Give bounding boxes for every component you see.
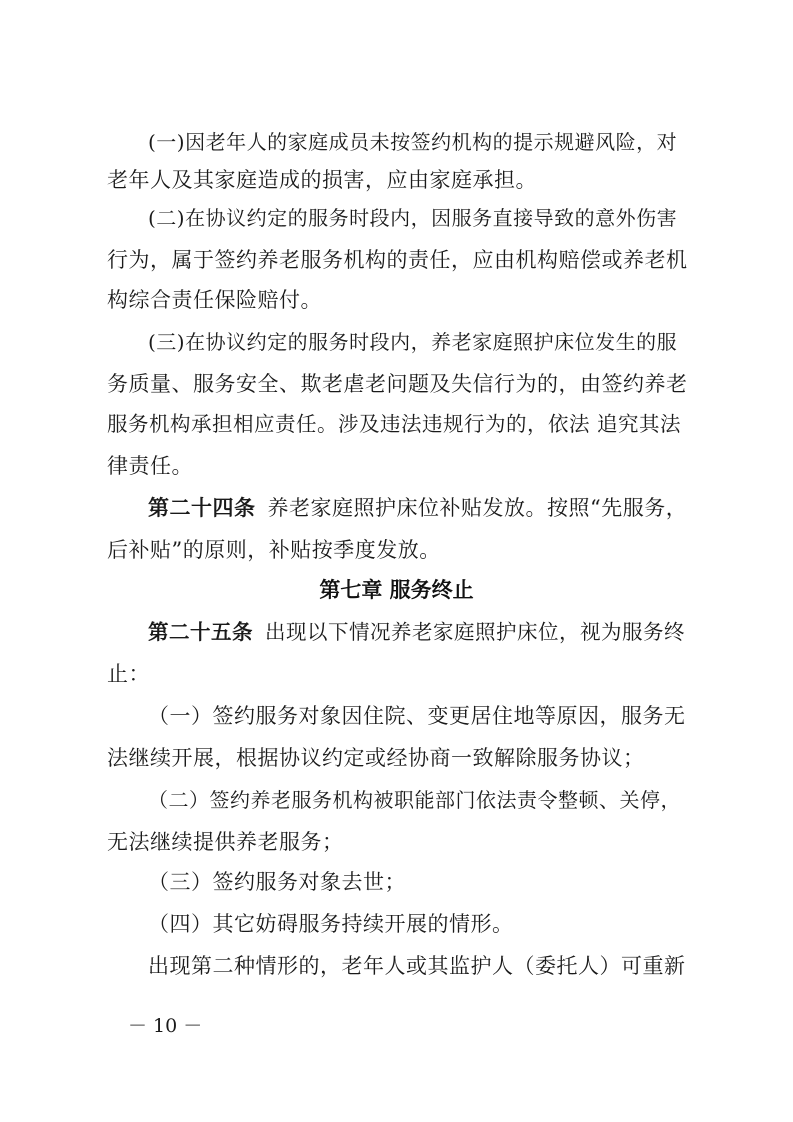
article-25-line-1: [148, 618, 688, 646]
paragraph-last-line-1: 出现第二种情形的，老年人或其监护人（委托人）可重新: [148, 954, 686, 978]
page-number: － 10 －: [128, 1015, 203, 1037]
paragraph-3-line-4: 律责任。: [107, 454, 193, 478]
article-24-text: 养老家庭照护床位补贴发放。按照“先服务，: [267, 496, 688, 520]
article-24-label: 第二十四条: [148, 496, 256, 520]
item-3: （三）签约服务对象去世；: [148, 870, 406, 894]
article-25-text: 出现以下情况养老家庭照护床位，视为服务终: [265, 620, 685, 644]
paragraph-2-line-3: 构综合责任保险赔付。: [107, 288, 322, 312]
item-2-line-2: 无法继续提供养老服务；: [107, 830, 344, 854]
article-24-line-2: 后补贴”的原则，补贴按季度发放。: [107, 538, 441, 562]
article-25-line-2: 止：: [107, 662, 150, 686]
paragraph-1-line-2: 老年人及其家庭造成的损害，应由家庭承担。: [107, 168, 537, 192]
item-1-line-1: （一）签约服务对象因住院、变更居住地等原因，服务无: [148, 704, 686, 728]
item-4: （四）其它妨碍服务持续开展的情形。: [148, 912, 514, 936]
chapter-heading: 第七章 服务终止: [319, 578, 474, 602]
article-24-line-1: [148, 494, 688, 522]
paragraph-3-line-2: 务质量、服务安全、欺老虐老问题及失信行为的，由签约养老: [107, 372, 688, 396]
paragraph-1-line-1: (一)因老年人的家庭成员未按签约机构的提示规避风险，对: [148, 130, 678, 154]
item-2-line-1: （二）签约养老服务机构被职能部门依法责令整顿、关停，: [148, 788, 681, 812]
paragraph-2-line-1: (二)在协议约定的服务时段内，因服务直接导致的意外伤害: [148, 206, 678, 230]
article-25-label: 第二十五条: [148, 620, 253, 644]
paragraph-2-line-2: 行为，属于签约养老服务机构的责任，应由机构赔偿或养老机: [107, 248, 688, 272]
paragraph-3-line-1: (三)在协议约定的服务时段内，养老家庭照护床位发生的服: [148, 330, 678, 354]
item-1-line-2: 法继续开展，根据协议约定或经协商一致解除服务协议；: [107, 746, 645, 770]
paragraph-3-line-3: 服务机构承担相应责任。涉及违法违规行为的，依法 追究其法: [107, 412, 682, 436]
